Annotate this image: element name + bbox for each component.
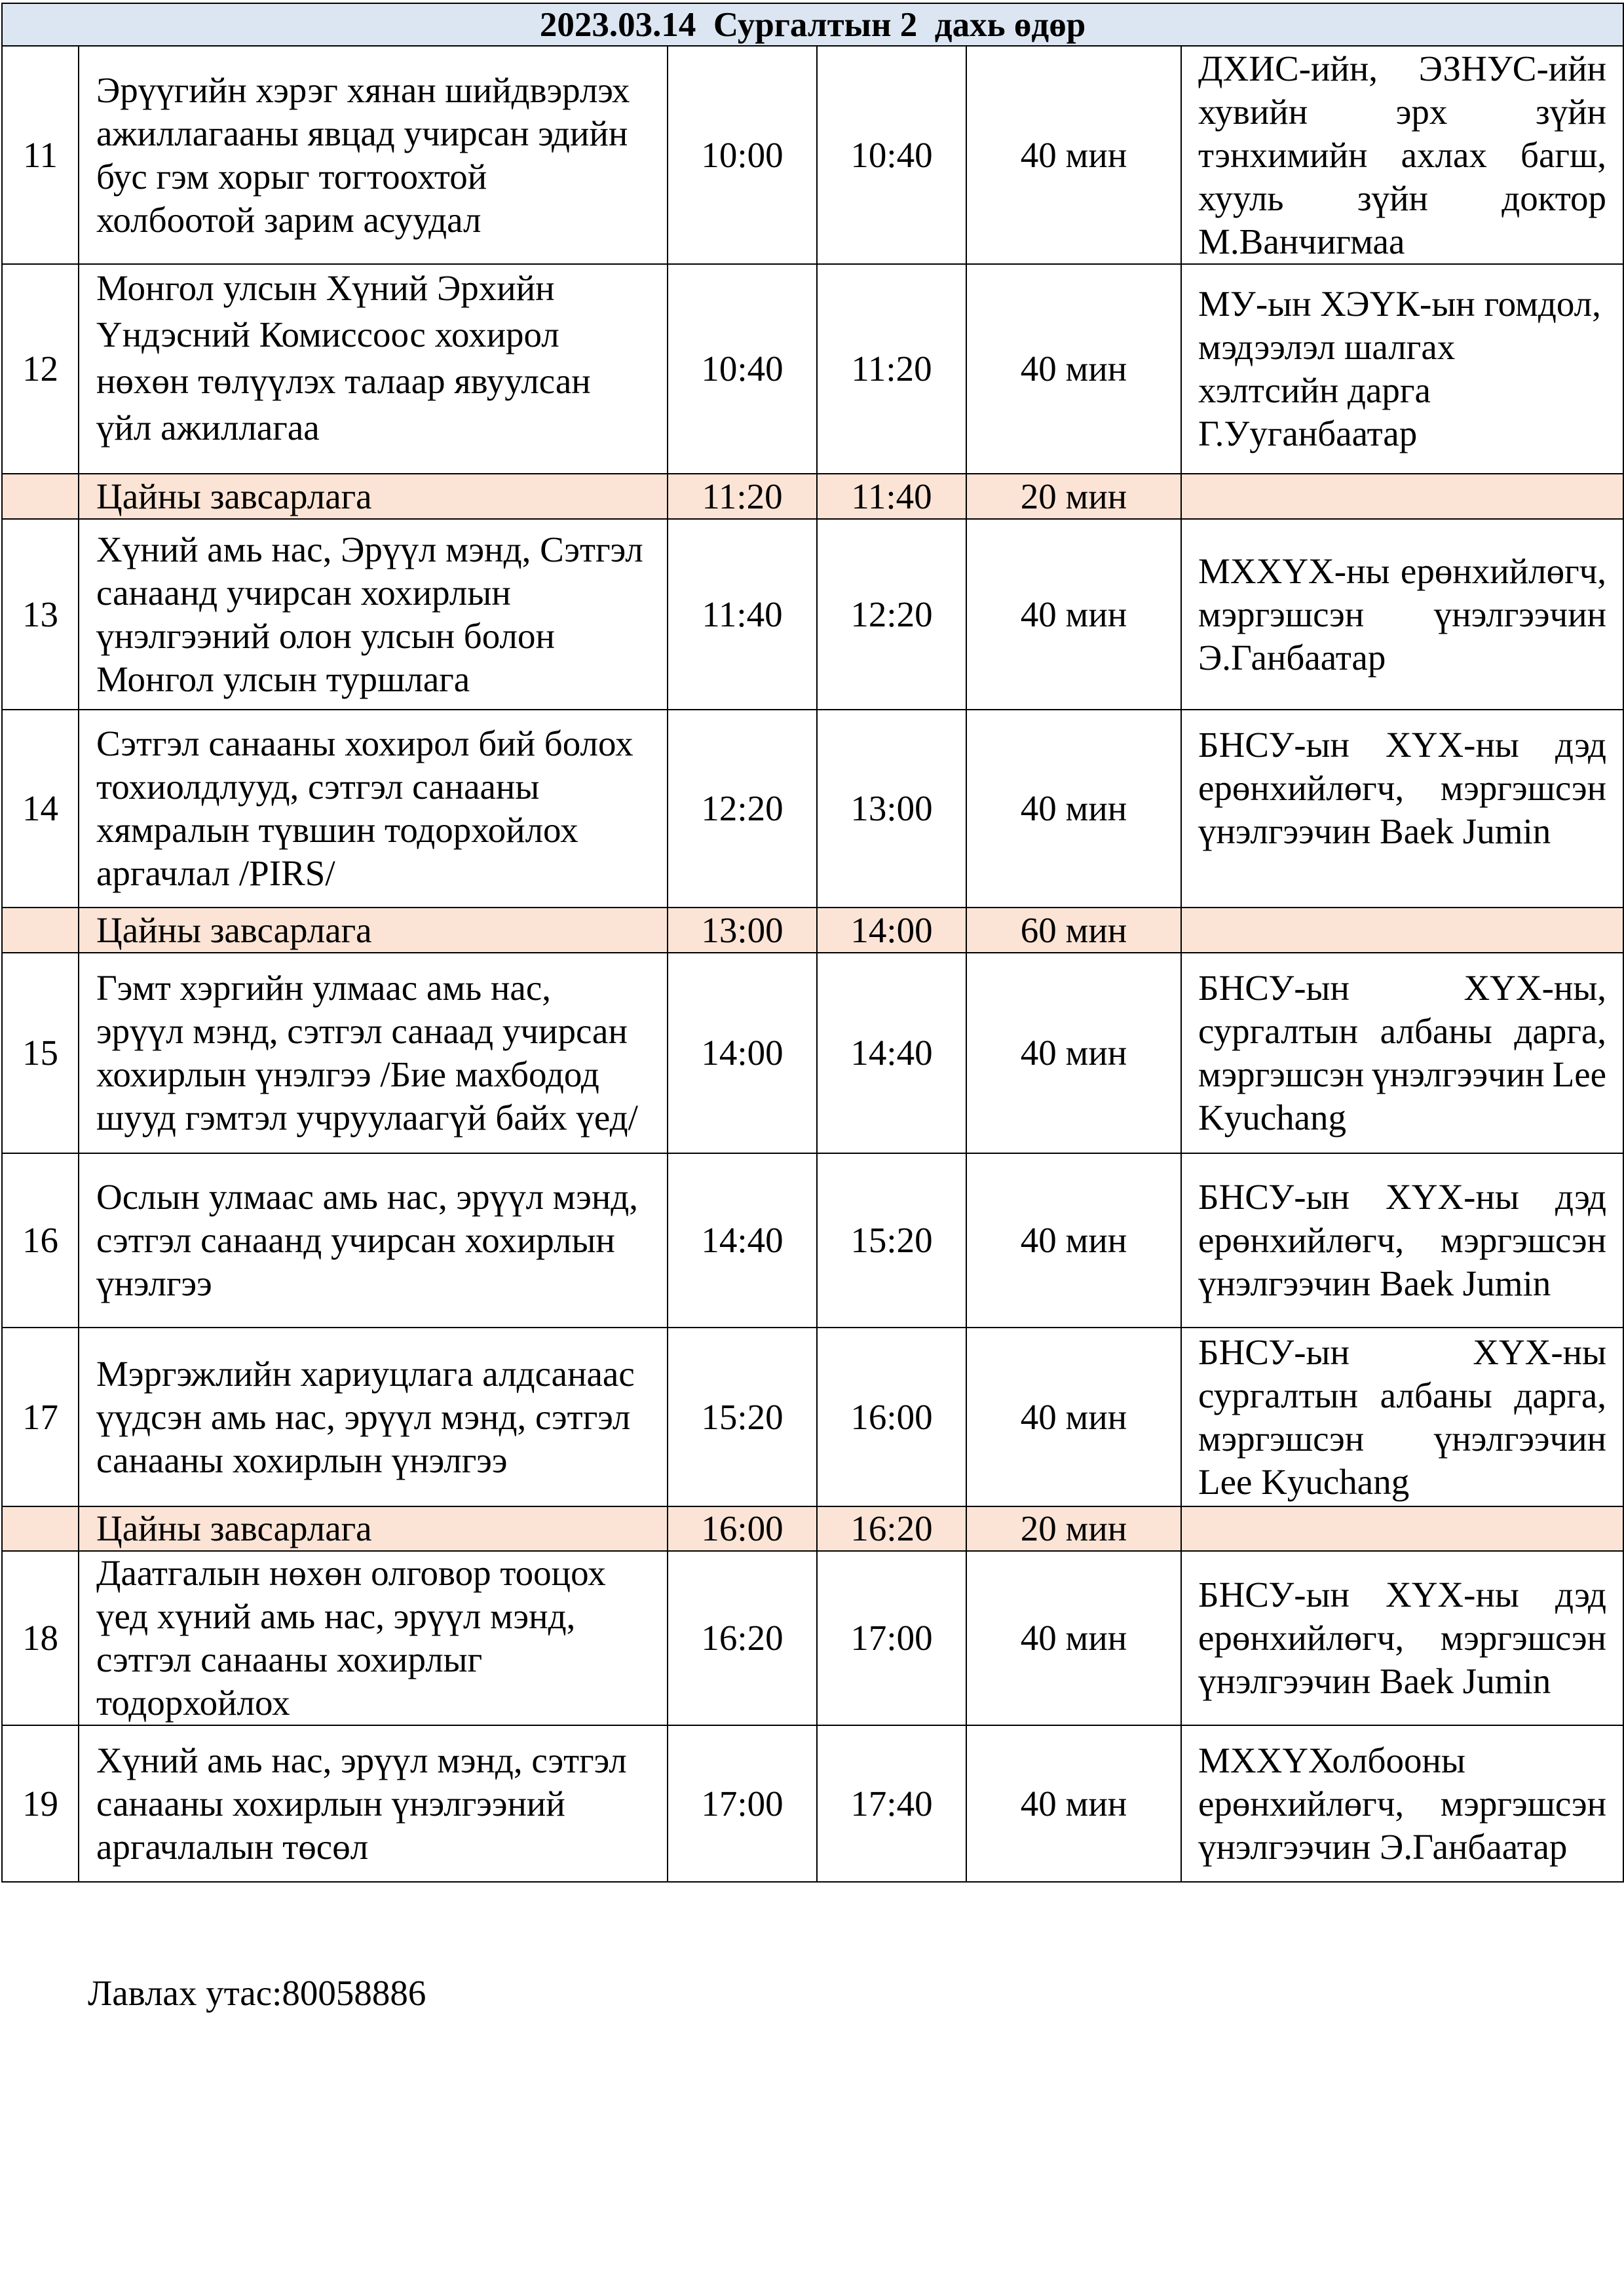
topic-line: Монгол улсын Хүний Эрхийн xyxy=(96,268,555,308)
speaker-line: хэлтсийн дарга xyxy=(1198,370,1431,410)
duration: 20 мин xyxy=(966,1506,1181,1551)
duration: 40 мин xyxy=(966,264,1181,474)
speaker-line: мэргэшсэн үнэлгээчин xyxy=(1198,1418,1607,1459)
break-label: Цайны завсарлага xyxy=(96,909,372,950)
topic-cell xyxy=(79,953,668,1153)
session-number xyxy=(2,474,79,519)
duration: 40 мин xyxy=(966,1328,1181,1506)
start-time: 17:00 xyxy=(668,1725,817,1882)
schedule-header-row xyxy=(2,3,1623,46)
topic-line: аргачлал /PIRS/ xyxy=(96,853,335,893)
topic-cell xyxy=(79,46,668,264)
tea-break-row xyxy=(2,474,1623,519)
speaker-line: БНСУ-ын ХҮХ-ны дэд xyxy=(1198,725,1607,765)
session-number xyxy=(2,1506,79,1551)
speaker-line: ДХИС-ийн, ЭЗНУС-ийн xyxy=(1198,48,1607,88)
start-time: 13:00 xyxy=(668,908,817,953)
end-time: 12:20 xyxy=(817,519,966,710)
end-time: 16:00 xyxy=(817,1328,966,1506)
schedule-table xyxy=(1,3,1624,1883)
start-time: 16:20 xyxy=(668,1551,817,1725)
speaker-line: БНСУ-ын ХҮХ-ны дэд xyxy=(1198,1575,1607,1615)
speaker-line: үнэлгээчин Baek Jumin xyxy=(1198,811,1551,851)
session-number: 15 xyxy=(2,953,79,1153)
speaker-line: хувийн эрх зүйн xyxy=(1198,91,1607,132)
duration: 60 мин xyxy=(966,908,1181,953)
speaker-line: БНСУ-ын ХҮХ-ны xyxy=(1198,1331,1607,1372)
speaker-line: Э.Ганбаатар xyxy=(1198,637,1386,678)
speaker-line: мэргэшсэн үнэлгээчин Lee xyxy=(1198,1054,1607,1094)
tea-break-row xyxy=(2,1506,1623,1551)
speaker-cell xyxy=(1181,264,1623,474)
session-number: 16 xyxy=(2,1153,79,1328)
topic-line: аргачлалын төсөл xyxy=(96,1826,369,1867)
duration: 40 мин xyxy=(966,710,1181,908)
session-number: 17 xyxy=(2,1328,79,1506)
topic-line: санаанд учирсан хохирлын xyxy=(96,572,511,613)
break-label: Цайны завсарлага xyxy=(96,476,372,516)
speaker-line: МХХҮХолбооны xyxy=(1198,1740,1465,1780)
speaker-line: Kyuchang xyxy=(1198,1098,1347,1138)
topic-line: үүдсэн амь нас, эрүүл мэнд, сэтгэл xyxy=(96,1396,631,1437)
start-time: 14:00 xyxy=(668,953,817,1153)
topic-line: хямралын түвшин тодорхойлох xyxy=(96,810,578,850)
session-number: 11 xyxy=(2,46,79,264)
topic-line: санааны хохирлын үнэлгээ xyxy=(96,1440,508,1480)
end-time: 16:20 xyxy=(817,1506,966,1551)
duration: 40 мин xyxy=(966,46,1181,264)
session-row xyxy=(2,1153,1623,1328)
speaker-cell xyxy=(1181,1153,1623,1328)
speaker-line: үнэлгээчин Baek Jumin xyxy=(1198,1661,1551,1701)
speaker-line: М.Ванчигмаа xyxy=(1198,221,1405,261)
speaker-cell xyxy=(1181,710,1623,908)
topic-cell xyxy=(79,519,668,710)
speaker-line: мэргэшсэн үнэлгээчин xyxy=(1198,594,1607,634)
topic-line: Хүний амь нас, эрүүл мэнд, сэтгэл xyxy=(96,1740,627,1780)
topic-line: Хүний амь нас, Эрүүл мэнд, Сэтгэл xyxy=(96,529,643,569)
topic-line: хохирлын үнэлгээ /Бие махбодод xyxy=(96,1054,599,1094)
start-time: 15:20 xyxy=(668,1328,817,1506)
topic-line: үнэлгээ xyxy=(96,1263,212,1303)
start-time: 16:00 xyxy=(668,1506,817,1551)
topic-line: тодорхойлох xyxy=(96,1683,290,1723)
start-time: 11:40 xyxy=(668,519,817,710)
session-row xyxy=(2,953,1623,1153)
topic-line: эрүүл мэнд, сэтгэл санаад учирсан xyxy=(96,1011,628,1051)
speaker-line: Lee Kyuchang xyxy=(1198,1461,1410,1502)
schedule-body xyxy=(2,46,1623,1882)
break-label-cell xyxy=(79,474,668,519)
session-row xyxy=(2,519,1623,710)
topic-line: холбоотой зарим асуудал xyxy=(96,199,482,240)
topic-line: үйл ажиллагаа xyxy=(96,408,320,448)
session-row xyxy=(2,1328,1623,1506)
topic-line: Даатгалын нөхөн олговор тооцох xyxy=(96,1553,606,1593)
speaker-cell xyxy=(1181,1725,1623,1882)
topic-line: Эрүүгийн хэрэг хянан шийдвэрлэх xyxy=(96,69,630,110)
speaker-cell xyxy=(1181,46,1623,264)
speaker-line: мэдээлэл шалгах xyxy=(1198,327,1456,367)
end-time: 17:40 xyxy=(817,1725,966,1882)
end-time: 17:00 xyxy=(817,1551,966,1725)
end-time: 11:40 xyxy=(817,474,966,519)
topic-cell xyxy=(79,1725,668,1882)
session-number: 13 xyxy=(2,519,79,710)
speaker-line: МХХҮХ-ны ерөнхийлөгч, xyxy=(1198,550,1607,591)
session-row xyxy=(2,46,1623,264)
speaker-line: хууль зүйн доктор xyxy=(1198,178,1607,218)
speaker-line: Г.Ууганбаатар xyxy=(1198,413,1418,453)
break-label-cell xyxy=(79,908,668,953)
break-label-cell xyxy=(79,1506,668,1551)
topic-line: Ослын улмаас амь нас, эрүүл мэнд, xyxy=(96,1177,639,1217)
speaker-line: ерөнхийлөгч, мэргэшсэн xyxy=(1198,1220,1607,1260)
duration: 20 мин xyxy=(966,474,1181,519)
end-time: 14:00 xyxy=(817,908,966,953)
end-time: 10:40 xyxy=(817,46,966,264)
end-time: 11:20 xyxy=(817,264,966,474)
end-time: 14:40 xyxy=(817,953,966,1153)
speaker-cell xyxy=(1181,474,1623,519)
topic-line: Мэргэжлийн хариуцлага алдсанаас xyxy=(96,1353,635,1394)
speaker-line: ерөнхийлөгч, мэргэшсэн xyxy=(1198,768,1607,808)
session-number: 14 xyxy=(2,710,79,908)
speaker-cell xyxy=(1181,953,1623,1153)
end-time: 15:20 xyxy=(817,1153,966,1328)
topic-line: сэтгэл санааны хохирлыг xyxy=(96,1639,483,1679)
speaker-line: ерөнхийлөгч, мэргэшсэн xyxy=(1198,1618,1607,1658)
start-time: 11:20 xyxy=(668,474,817,519)
topic-cell xyxy=(79,710,668,908)
topic-cell xyxy=(79,1328,668,1506)
duration: 40 мин xyxy=(966,1551,1181,1725)
speaker-line: ерөнхийлөгч, мэргэшсэн xyxy=(1198,1783,1607,1824)
speaker-cell xyxy=(1181,1506,1623,1551)
topic-cell xyxy=(79,264,668,474)
topic-cell xyxy=(79,1153,668,1328)
duration: 40 мин xyxy=(966,1725,1181,1882)
session-row xyxy=(2,710,1623,908)
schedule-title: 2023.03.14 Сургалтын 2 дахь өдөр xyxy=(2,3,1623,46)
end-time: 13:00 xyxy=(817,710,966,908)
topic-line: Гэмт хэргийн улмаас амь нас, xyxy=(96,968,551,1008)
speaker-line: тэнхимийн ахлах багш, xyxy=(1198,134,1607,175)
topic-line: үед хүний амь нас, эрүүл мэнд, xyxy=(96,1596,576,1636)
speaker-line: үнэлгээчин Э.Ганбаатар xyxy=(1198,1826,1568,1867)
speaker-line: БНСУ-ын ХҮХ-ны дэд xyxy=(1198,1177,1607,1217)
topic-line: Монгол улсын туршлага xyxy=(96,659,470,699)
tea-break-row xyxy=(2,908,1623,953)
start-time: 14:40 xyxy=(668,1153,817,1328)
speaker-line: сургалтын албаны дарга, xyxy=(1198,1375,1607,1415)
topic-cell xyxy=(79,1551,668,1725)
topic-line: тохиолдлууд, сэтгэл санааны xyxy=(96,767,540,807)
reference-phone: Лавлах утас:80058886 xyxy=(88,1973,426,2013)
duration: 40 мин xyxy=(966,953,1181,1153)
topic-line: үнэлгээний олон улсын болон xyxy=(96,615,555,656)
duration: 40 мин xyxy=(966,1153,1181,1328)
session-number: 19 xyxy=(2,1725,79,1882)
topic-line: Үндэсний Комиссоос хохирол xyxy=(96,315,559,354)
speaker-cell xyxy=(1181,519,1623,710)
start-time: 10:00 xyxy=(668,46,817,264)
topic-line: ажиллагааны явцад учирсан эдийн xyxy=(96,113,628,153)
topic-line: шууд гэмтэл учруулаагүй байх үед/ xyxy=(96,1098,638,1138)
session-row xyxy=(2,1551,1623,1725)
session-row xyxy=(2,264,1623,474)
speaker-line: сургалтын албаны дарга, xyxy=(1198,1011,1607,1051)
duration: 40 мин xyxy=(966,519,1181,710)
topic-line: сэтгэл санаанд учирсан хохирлын xyxy=(96,1220,615,1260)
speaker-cell xyxy=(1181,1551,1623,1725)
speaker-line: үнэлгээчин Baek Jumin xyxy=(1198,1263,1551,1303)
session-number: 18 xyxy=(2,1551,79,1725)
topic-line: Сэтгэл санааны хохирол бий болох xyxy=(96,723,633,763)
session-number: 12 xyxy=(2,264,79,474)
topic-line: санааны хохирлын үнэлгээний xyxy=(96,1783,565,1824)
speaker-line: МУ-ын ХЭҮК-ын гомдол, xyxy=(1198,284,1601,324)
topic-line: бус гэм хорыг тогтоохтой xyxy=(96,156,487,197)
break-label: Цайны завсарлага xyxy=(96,1508,372,1548)
speaker-line: БНСУ-ын ХҮХ-ны, xyxy=(1198,968,1607,1008)
start-time: 10:40 xyxy=(668,264,817,474)
session-row xyxy=(2,1725,1623,1882)
topic-line: нөхөн төлүүлэх талаар явуулсан xyxy=(96,361,591,401)
session-number xyxy=(2,908,79,953)
speaker-cell xyxy=(1181,1328,1623,1506)
speaker-cell xyxy=(1181,908,1623,953)
start-time: 12:20 xyxy=(668,710,817,908)
